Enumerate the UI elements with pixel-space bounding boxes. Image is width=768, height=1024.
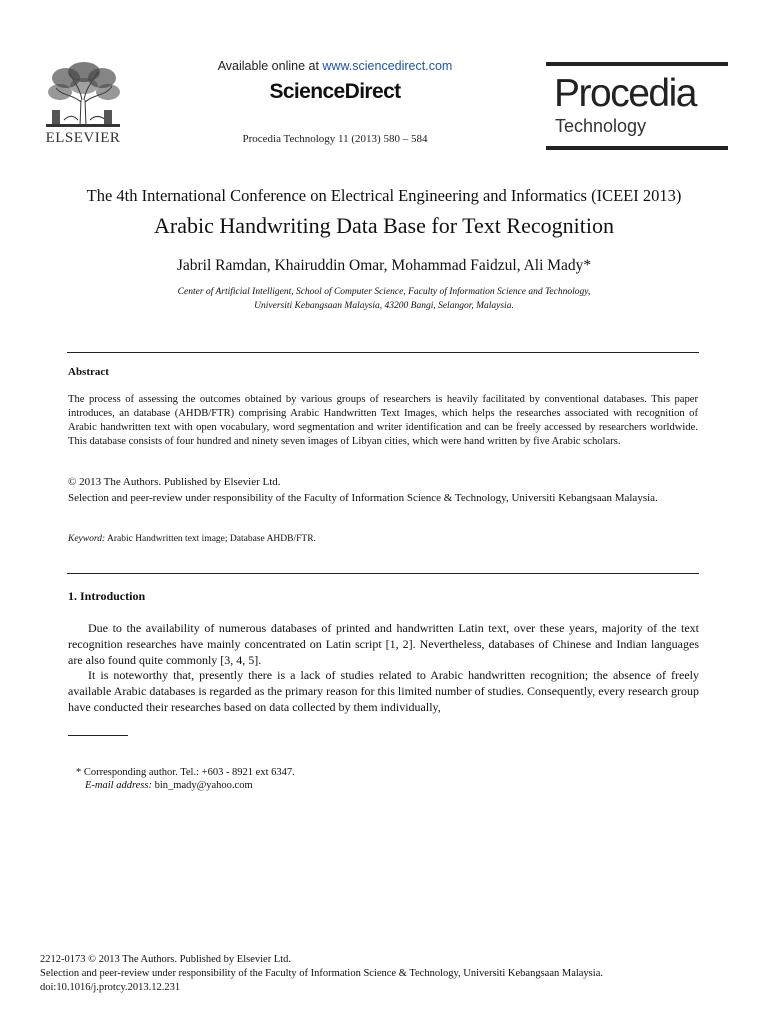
paper-title: Arabic Handwriting Data Base for Text Recognition [154, 213, 614, 238]
footnote-rule [68, 735, 128, 736]
paragraph-text: It is noteworthy that, presently there is a lack of studies related to Arabic handwritten recognition; the absence of freely available Arabic databases is regarded as the primary reason for this limited number of studies. Consequently, every research group have conducted their researches based on data collected by them individually, [68, 668, 699, 714]
procedia-wordmark: Procedia [554, 72, 696, 115]
elsevier-wordmark: ELSEVIER [45, 130, 121, 146]
abstract-heading: Abstract [68, 366, 109, 378]
affiliation-line-2: Universiti Kebangsaan Malaysia, 43200 Bangi, Selangor, Malaysia. [254, 301, 514, 311]
abstract-copyright: © 2013 The Authors. Published by Elsevier Ltd. [68, 476, 281, 488]
footer-doi[interactable]: doi:10.1016/j.protcy.2013.12.231 [40, 982, 181, 993]
procedia-subtitle: Technology [555, 116, 647, 136]
email-note [85, 780, 253, 791]
journal-reference: Procedia Technology 11 (2013) 580 – 584 [242, 133, 428, 145]
procedia-logo [546, 62, 728, 150]
corresponding-author-note: * Corresponding author. Tel.: +603 - 8921 ext 6347. [76, 767, 295, 778]
sciencedirect-link[interactable]: www.sciencedirect.com [322, 59, 453, 73]
elsevier-tree-icon [44, 60, 122, 128]
elsevier-logo [40, 60, 126, 150]
conference-name: The 4th International Conference on Electrical Engineering and Informatics (ICEEI 2013) [86, 186, 682, 205]
footer-peer-review: Selection and peer-review under responsibility of the Faculty of Information Science & Technology, Universiti Kebangsaan Malaysia. [40, 968, 603, 979]
author-list: Jabril Ramdan, Khairuddin Omar, Mohammad Faidzul, Ali Mady* [176, 257, 592, 274]
available-prefix: Available online at [217, 59, 323, 73]
email-label: E-mail address: [85, 780, 152, 791]
abstract-top-rule [67, 352, 699, 353]
abstract-body: The process of assessing the outcomes obtained by various groups of researchers is heavily facilitated by conventional databases. This paper introduces, an database (AHDB/FTR) comprising Arabic Handwritten Text Images, which helps the researches associated with recognition of Arabic handwritten text with open vocabulary, word segmentation and writer identification and can be freely accessed by researchers worldwide. This database consists of four hundred and ninety seven images of Libyan cities, which were hand written by five Arabic scholars. [68, 394, 698, 447]
keywords-text: Arabic Handwritten text image; Database AHDB/FTR. [105, 534, 316, 544]
available-online-line [180, 59, 490, 73]
keywords [68, 534, 698, 544]
paragraph-text: Due to the availability of numerous databases of printed and handwritten Latin text, over these years, majority of the text recognition researches have mainly concentrated on Latin script [1, 2]. Nevertheless, databases of Chinese and Indian languages are also found quite commonly [3, 4, 5]. [68, 621, 699, 667]
affiliation-line-1: Center of Artificial Intelligent, School of Computer Science, Faculty of Information Science and Technology, [177, 287, 591, 297]
email-address[interactable]: bin_mady@yahoo.com [151, 780, 253, 791]
introduction-paragraph-2 [68, 667, 699, 715]
introduction-paragraph-1 [68, 620, 699, 668]
footer-issn-copyright: 2212-0173 © 2013 The Authors. Published by Elsevier Ltd. [40, 954, 292, 965]
introduction-heading: 1. Introduction [68, 589, 146, 603]
abstract-peer-review: Selection and peer-review under responsibility of the Faculty of Information Science & Technology, Universiti Kebangsaan Malaysia. [68, 492, 658, 504]
sciencedirect-logo: ScienceDirect [269, 80, 401, 103]
keywords-label: Keyword: [68, 534, 106, 544]
abstract-bottom-rule [67, 573, 699, 574]
